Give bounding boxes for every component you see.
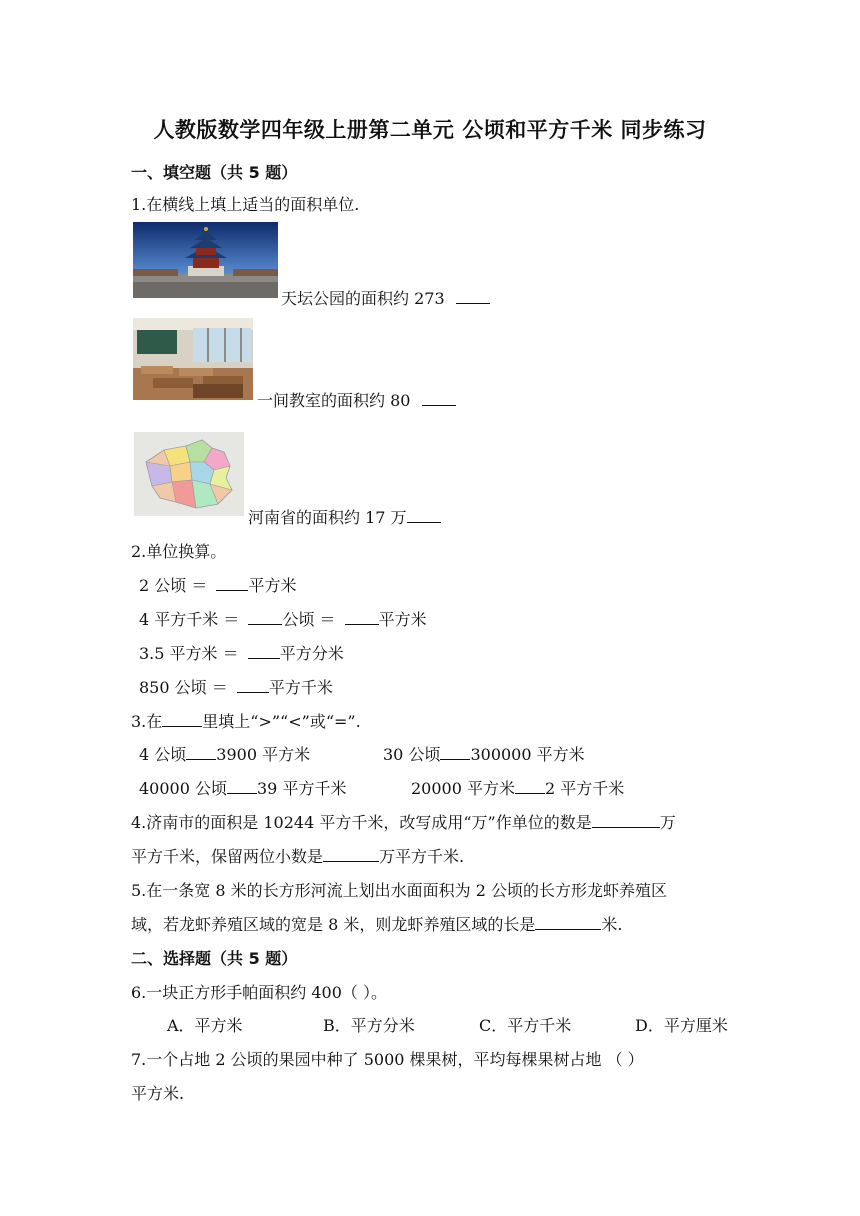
question-2-line-2: 4 平方千米 ＝ 公顷 ＝ 平方米	[139, 610, 427, 629]
question-1-item-1: 天坛公园的面积约 273	[281, 286, 490, 309]
answer-blank[interactable]	[345, 610, 379, 625]
answer-blank[interactable]	[248, 644, 280, 659]
question-3-row-1-b: 30 公顷 300000 平方米	[383, 745, 585, 764]
answer-blank[interactable]	[186, 745, 216, 760]
answer-blank[interactable]	[456, 289, 490, 304]
answer-blank[interactable]	[227, 779, 257, 794]
question-2-line-3: 3.5 平方米 ＝ 平方分米	[139, 644, 344, 663]
henan-province-map	[134, 432, 244, 516]
question-2-line-1: 2 公顷 ＝ 平方米	[139, 576, 297, 595]
question-3-stem: 3.在 里填上“>”“<”或“=”.	[131, 712, 361, 731]
answer-blank[interactable]	[440, 745, 470, 760]
question-1-stem: 1.在横线上填上适当的面积单位.	[131, 195, 360, 214]
question-1-item-2: 一间教室的面积约 80	[257, 388, 456, 411]
question-2-stem: 2.单位换算。	[131, 542, 227, 561]
question-6-option-c[interactable]: C．平方千米	[479, 1016, 572, 1035]
answer-blank[interactable]	[323, 847, 379, 862]
question-6-option-d[interactable]: D．平方厘米	[635, 1016, 728, 1035]
question-6-option-b[interactable]: B．平方分米	[323, 1016, 415, 1035]
question-5-line-1: 5.在一条宽 8 米的长方形河流上划出水面面积为 2 公顷的长方形龙虾养殖区	[131, 881, 667, 900]
classroom-photo	[133, 318, 253, 400]
question-3-row-1-a: 4 公顷 3900 平方米	[139, 745, 311, 764]
question-2-line-4: 850 公顷 ＝ 平方千米	[139, 678, 333, 697]
question-1-item-3: 河南省的面积约 17 万	[248, 505, 441, 528]
answer-blank[interactable]	[535, 915, 601, 930]
question-6-option-a[interactable]: A．平方米	[167, 1016, 243, 1035]
answer-blank[interactable]	[515, 779, 545, 794]
answer-blank[interactable]	[407, 508, 441, 523]
answer-blank[interactable]	[422, 391, 456, 406]
question-6-stem: 6.一块正方形手帕面积约 400（ ）。	[131, 983, 387, 1002]
page-title: 人教版数学四年级上册第二单元 公顷和平方千米 同步练习	[153, 118, 707, 142]
temple-of-heaven-photo	[133, 222, 278, 298]
answer-blank[interactable]	[162, 712, 202, 727]
question-7-line-2: 平方米.	[131, 1084, 185, 1103]
answer-blank[interactable]	[248, 610, 282, 625]
question-4-line-2: 平方千米，保留两位小数是 万平方千米.	[131, 847, 465, 866]
question-5-line-2: 域，若龙虾养殖区域的宽是 8 米，则龙虾养殖区域的长是 米.	[131, 915, 623, 934]
answer-blank[interactable]	[592, 813, 660, 828]
answer-blank[interactable]	[216, 576, 248, 591]
question-7-line-1: 7.一个占地 2 公顷的果园中种了 5000 棵果树，平均每棵果树占地 （ ）	[131, 1050, 644, 1069]
section-heading-fill-blank: 一、填空题（共 5 题）	[131, 163, 298, 182]
question-4-line-1: 4.济南市的面积是 10244 平方千米，改写成用“万”作单位的数是 万	[131, 813, 676, 832]
question-3-row-2-b: 20000 平方米 2 平方千米	[411, 779, 625, 798]
answer-blank[interactable]	[237, 678, 269, 693]
question-3-row-2-a: 40000 公顷 39 平方千米	[139, 779, 347, 798]
section-heading-multiple-choice: 二、选择题（共 5 题）	[131, 949, 298, 968]
